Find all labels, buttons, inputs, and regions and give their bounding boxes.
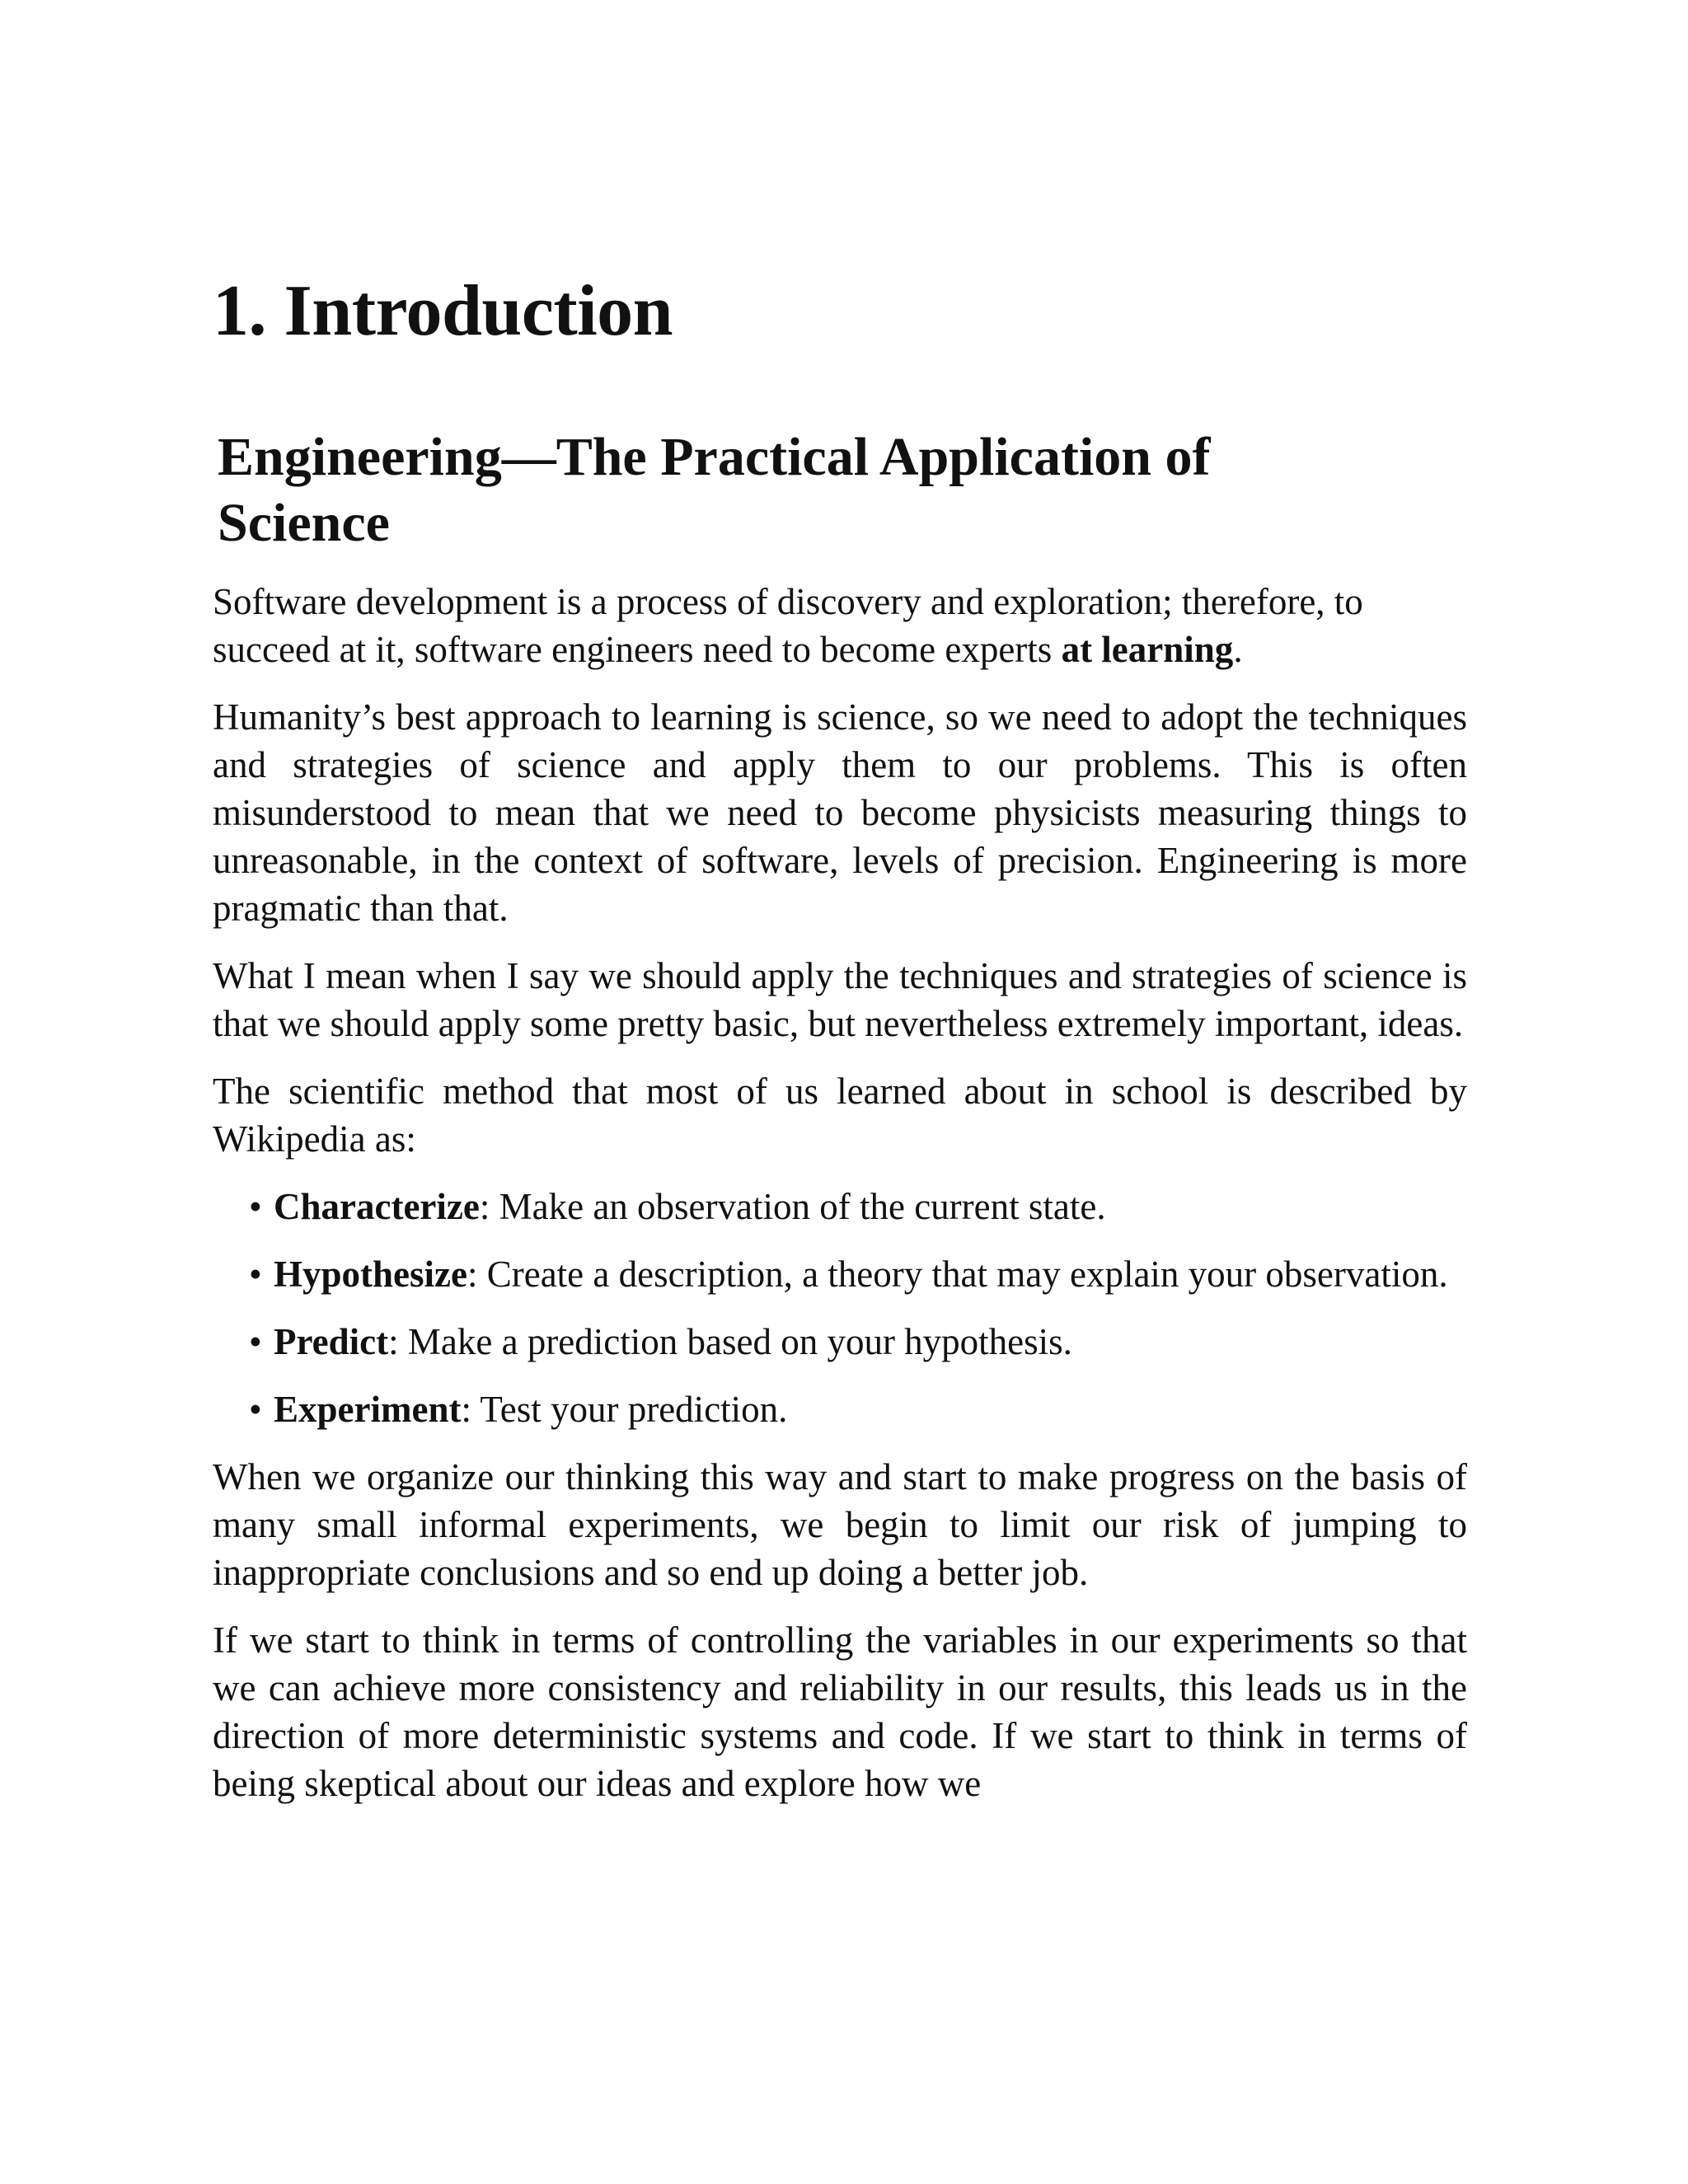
paragraph-1 bbox=[213, 578, 1467, 673]
paragraph-1-end: . bbox=[1233, 628, 1243, 670]
list-item-text: : Create a description, a theory that may explain your observation. bbox=[467, 1253, 1448, 1295]
list-item bbox=[213, 1385, 1467, 1433]
list-item-text: : Make an observation of the current state. bbox=[479, 1185, 1106, 1227]
paragraph-1-text: Software development is a process of discovery and exploration; therefore, to succeed at it, software engineers need to become experts bbox=[213, 580, 1363, 670]
bullet-marker: • bbox=[249, 1388, 262, 1430]
list-item-term: Experiment bbox=[274, 1388, 462, 1430]
list-item-term: Predict bbox=[274, 1320, 389, 1362]
list-item-text: : Make a prediction based on your hypothesis. bbox=[388, 1320, 1072, 1362]
document-page bbox=[213, 272, 1467, 1827]
paragraph-6: If we start to think in terms of controlling the variables in our experiments so that we can achieve more consistency and reliability in our results, this leads us in the direction of more deterministic systems and code. If we start to think in terms of being skeptical about our ideas and explore how we bbox=[213, 1619, 1467, 1804]
chapter-title: 1. Introduction bbox=[213, 271, 673, 351]
list-item-term: Characterize bbox=[274, 1185, 480, 1227]
paragraph-4: The scientific method that most of us learned about in school is described by Wikipedia as: bbox=[213, 1070, 1467, 1160]
bullet-marker: • bbox=[249, 1253, 262, 1295]
paragraph-2: Humanity’s best approach to learning is science, so we need to adopt the techniques and strategies of science and apply them to our problems. This is often misunderstood to mean that we need to become physicists measuring things to unreasonable, in the context of software, levels of precision. Engineering is more pragmatic than that. bbox=[213, 696, 1467, 929]
section-title: Engineering—The Practical Application of Science bbox=[218, 426, 1211, 553]
list-item bbox=[213, 1318, 1467, 1366]
scientific-method-list bbox=[213, 1183, 1467, 1433]
bullet-marker: • bbox=[249, 1320, 262, 1362]
list-item-term: Hypothesize bbox=[274, 1253, 467, 1295]
list-item bbox=[213, 1183, 1467, 1230]
paragraph-5: When we organize our thinking this way and start to make progress on the basis of many small informal experiments, we begin to limit our risk of jumping to inappropriate conclusions and so end up doing a better job. bbox=[213, 1455, 1467, 1593]
body-text bbox=[213, 578, 1467, 1807]
list-item-text: : Test your prediction. bbox=[461, 1388, 788, 1430]
bullet-marker: • bbox=[249, 1185, 262, 1227]
paragraph-1-emphasis: at learning bbox=[1061, 628, 1234, 670]
list-item bbox=[213, 1250, 1467, 1298]
paragraph-3: What I mean when I say we should apply the techniques and strategies of science is that we should apply some pretty basic, but nevertheless extremely important, ideas. bbox=[213, 954, 1467, 1044]
